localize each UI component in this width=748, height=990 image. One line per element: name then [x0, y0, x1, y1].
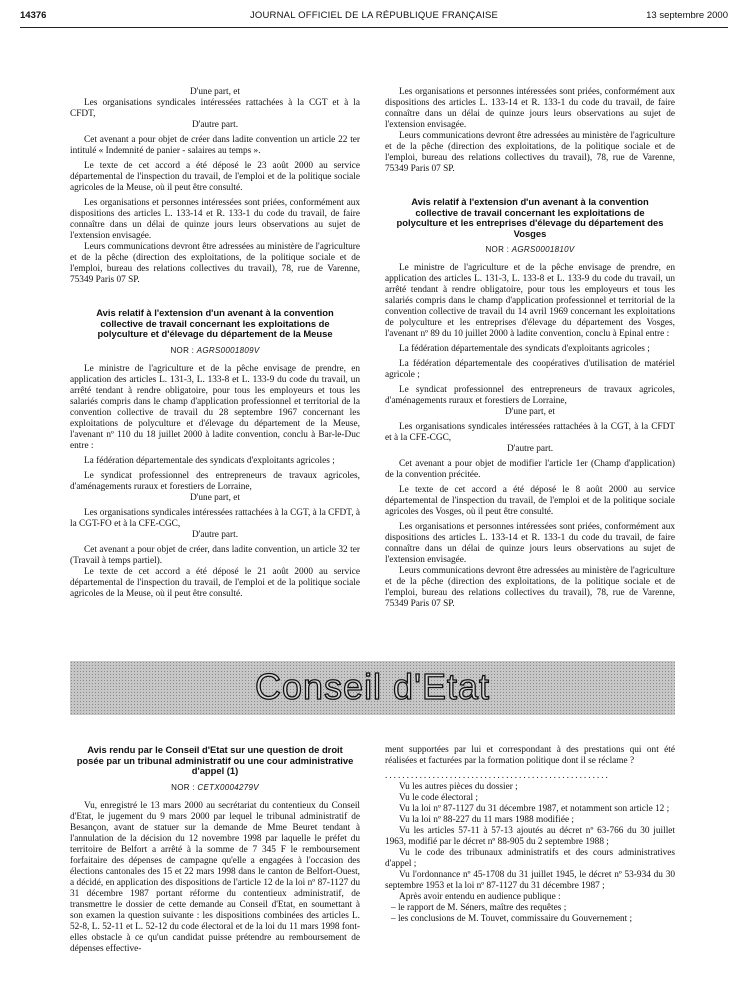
column-1	[70, 87, 360, 600]
paragraph: Les organisations et personnes intéressées sont priées, conformément aux dispositions des articles L. 133-14 et R. 133-1 du code du travail, de faire connaître dans un délai de quinze jours leurs observations au sujet de l'extension envisagée.	[385, 522, 675, 565]
header-rule	[20, 27, 728, 28]
article-title: Avis relatif à l'extension d'un avenant à la convention collective de travail concernant les exploitations de polyculture et d'élevage du département de la Meuse	[96, 307, 334, 339]
visa-item: Vu la loi nº 87-1127 du 31 décembre 1987, et notamment son article 12 ;	[399, 804, 670, 814]
nor-label: NOR :	[485, 245, 510, 254]
nor-code: AGRS0001809V	[196, 345, 260, 355]
paragraph: La fédération départementale des syndicats d'exploitants agricoles ;	[399, 344, 650, 354]
paragraph: Les organisations syndicales intéressées rattachées à la CGT, à la CFDT et à la CFE-CGC,	[385, 422, 675, 443]
paragraph: Les organisations et personnes intéressées sont priées, conformément aux dispositions des articles L. 133-14 et R. 133-1 du code du travail, de faire connaître dans un délai de quinze jours leurs observations au sujet de l'extension envisagée.	[70, 198, 360, 241]
article-title: Avis relatif à l'extension d'un avenant à la convention collective de travail concernant les exploitations de polyculture et les entreprises d'élevage du département des Vosges	[396, 196, 664, 239]
paragraph: D'autre part.	[506, 444, 554, 454]
visa-item: Vu les autres pièces du dossier ;	[399, 782, 518, 792]
page-number: 14376	[20, 10, 47, 21]
visa-item: Vu l'ordonnance nº 45-1708 du 31 juillet 1945, le décret nº 53-934 du 30 septembre 1953 et la loi nº 87-1127 du 31 décembre 1987 ;	[385, 870, 675, 891]
paragraph: Le ministre de l'agriculture et de la pêche envisage de prendre, en application des articles L. 131-3, L. 133-8 et L. 133-9 du code du travail, un arrêté tendant à rendre obligatoire, pour tous les employeurs et tous les salariés compris dans le champ d'application professionnel et territorial de la convention collective de travail du 14 avril 1969 concernant les exploitations de polyculture et les entreprises d'élevage du département des Vosges, l'avenant nº 89 du 10 juillet 2000 à ladite convention, conclu à Epinal entre :	[385, 263, 675, 339]
nor-code: AGRS0001810V	[511, 245, 575, 254]
nor-label: NOR :	[171, 782, 195, 792]
paragraph: Cet avenant a pour objet de créer, dans ladite convention, un article 32 ter (Travail à temps partiel).	[70, 544, 360, 566]
column-4	[385, 745, 675, 925]
journal-title: JOURNAL OFFICIEL DE LA RÉPUBLIQUE FRANÇAISE	[249, 10, 499, 21]
paragraph: Leurs communications devront être adressées au ministère de l'agriculture et de la pêche (direction des exploitations, de la politique sociale et de l'emploi, bureau des relations collectives du travail), 78, rue de Varenne, 75349 Paris 07 SP.	[385, 566, 675, 609]
paragraph: Cet avenant a pour objet de créer dans ladite convention un article 22 ter intitulé « Indemnité de panier - salaires au temps ».	[70, 135, 360, 156]
page-header	[20, 10, 728, 26]
paragraph: Le syndicat professionnel des entrepreneurs de travaux agricoles, d'aménagements ruraux et forestiers de Lorraine,	[385, 385, 675, 406]
paragraph: D'une part, et	[190, 87, 240, 97]
column-3	[70, 745, 360, 955]
paragraph: Les organisations et personnes intéressées sont priées, conformément aux dispositions des articles L. 133-14 et R. 133-1 du code du travail, de faire connaître dans un délai de quinze jours leurs observations au sujet de l'extension envisagée.	[385, 87, 675, 130]
paragraph: Les organisations syndicales intéressées rattachées à la CGT, à la CFDT, à la CGT-FO et à la CFE-CGC,	[70, 507, 360, 529]
paragraph: Le texte de cet accord a été déposé le 21 août 2000 au service départemental de l'inspection du travail, de l'emploi et de la politique sociale agricoles de la Meuse, où il peut être consulté.	[70, 566, 360, 599]
paragraph: Le syndicat professionnel des entrepreneurs de travaux agricoles, d'aménagements ruraux et forestiers de Lorraine,	[70, 470, 360, 492]
dash-item: – les conclusions de M. Touvet, commissaire du Gouvernement ;	[391, 914, 633, 924]
paragraph: La fédération départementale des coopératives d'utilisation de matériel agricole ;	[385, 359, 675, 380]
paragraph: Leurs communications devront être adressées au ministère de l'agriculture et de la pêche (direction des exploitations, de la politique sociale et de l'emploi, bureau des relations collectives du travail), 78, rue de Varenne, 75349 Paris 07 SP.	[385, 131, 675, 174]
paragraph: La fédération départementale des syndicats d'exploitants agricoles ;	[84, 455, 335, 466]
visa-item: Vu la loi nº 88-227 du 11 mars 1988 modifiée ;	[399, 815, 574, 825]
visa-item: Vu le code des tribunaux administratifs et des cours administratives d'appel ;	[385, 848, 675, 869]
paragraph: Le texte de cet accord a été déposé le 23 août 2000 au service départemental de l'inspection du travail, de l'emploi et de la politique sociale agricoles de la Meuse, où il peut être consulté.	[70, 161, 360, 193]
visa-item: Vu les articles 57-11 à 57-13 ajoutés au décret nº 63-766 du 30 juillet 1963, modifié par le décret nº 88-905 du 2 septembre 1988 ;	[385, 826, 675, 847]
paragraph: Les organisations syndicales intéressées rattachées à la CGT et à la CFDT,	[70, 98, 360, 119]
column-2	[385, 87, 675, 610]
nor-reference	[70, 782, 360, 793]
paragraph: Le texte de cet accord a été déposé le 8 août 2000 au service départemental de l'inspection du travail, de l'emploi et de la politique sociale agricoles des Vosges, où il peut être consulté.	[385, 485, 675, 517]
nor-label: NOR :	[170, 345, 195, 355]
paragraph: Le ministre de l'agriculture et de la pêche envisage de prendre, en application des articles L. 131-3, L. 133-8 et L. 133-9 du code du travail, un arrêté tendant à rendre obligatoire, pour tous les employeurs et tous les salariés compris dans le champ d'application professionnel et territorial de la convention collective de travail du 28 septembre 1967 concernant les exploitations de polyculture et d'élevage du département de la Meuse, l'avenant nº 110 du 18 juillet 2000 à ladite convention, conclu à Bar-le-Duc entre :	[70, 363, 360, 451]
ellipsis-line: ....................................................	[385, 771, 610, 781]
banner-title: Conseil d'Etat	[255, 666, 490, 707]
issue-date: 13 septembre 2000	[646, 10, 728, 21]
paragraph: Cet avenant a pour objet de modifier l'article 1er (Champ d'application) de la convention précitée.	[385, 459, 675, 480]
article-title: Avis rendu par le Conseil d'Etat sur une question de droit posée par un tribunal administratif ou une cour administrative d'appel (1)	[76, 744, 354, 776]
paragraph: D'une part, et	[505, 407, 555, 417]
paragraph: Leurs communications devront être adressées au ministère de l'agriculture et de la pêche (direction des exploitations, de la politique sociale et de l'emploi, bureau des relations collectives du travail), 78, rue de Varenne, 75349 Paris 07 SP.	[70, 242, 360, 285]
paragraph: Vu, enregistré le 13 mars 2000 au secrétariat du contentieux du Conseil d'Etat, le jugement du 9 mars 2000 par lequel le tribunal administratif de Besançon, avant de statuer sur la demande de Mme Beuret tendant à l'annulation de la décision du 12 novembre 1998 par laquelle le préfet du territoire de Belfort a arrêté à la somme de 7 345 F le remboursement forfaitaire des dépenses de campagne qu'elle a engagées à l'occasion des élections cantonales des 15 et 22 mars 1998 dans le canton de Belfort-Ouest, a décidé, en application des dispositions de l'article 12 de la loi nº 87-1127 du 31 décembre 1987 portant réforme du contentieux administratif, de transmettre le dossier de cette demande au Conseil d'Etat, en soumettant à son examen la question suivante : les dispositions combinées des articles L. 52-8, L. 52-11 et L. 52-12 du code électoral et de la loi du 11 mars 1998 font-elles obstacle à ce qu'un candidat puisse prétendre au remboursement de dépenses effective-	[70, 800, 360, 954]
nor-reference	[385, 244, 675, 255]
nor-reference	[70, 345, 360, 356]
paragraph: D'autre part.	[191, 120, 239, 130]
nor-code: CETX0004279V	[197, 782, 259, 792]
paragraph: ment supportées par lui et correspondant à des prestations qui ont été réalisées et facturées par la formation politique dont il se réclame ?	[385, 745, 675, 766]
paragraph: D'autre part.	[191, 529, 239, 540]
visa-item: Vu le code électoral ;	[399, 793, 478, 803]
section-banner	[70, 661, 675, 715]
paragraph: D'une part, et	[190, 492, 240, 503]
dash-item: – le rapport de M. Séners, maître des requêtes ;	[391, 903, 567, 913]
visa-item: Après avoir entendu en audience publique :	[399, 892, 561, 902]
